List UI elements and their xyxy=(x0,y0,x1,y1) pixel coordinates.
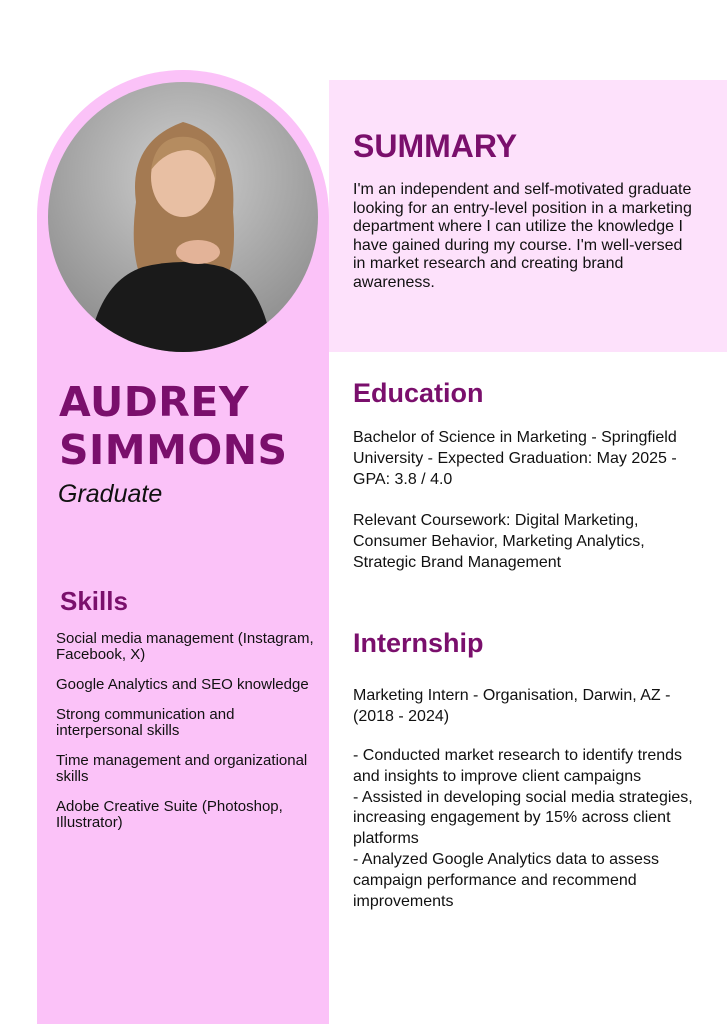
education-heading: Education xyxy=(353,378,484,408)
skill-item: Strong communication and interpersonal skills xyxy=(56,706,235,739)
internship-heading: Internship xyxy=(353,628,484,658)
profile-photo xyxy=(48,82,318,352)
skills-heading: Skills xyxy=(60,586,128,616)
candidate-name xyxy=(59,378,288,474)
last-name: SIMMONS xyxy=(59,426,288,474)
education-coursework: Relevant Coursework: Digital Marketing, Consumer Behavior, Marketing Analytics, Strategic Brand Management xyxy=(353,512,645,571)
skill-item: Social media management (Instagram, Facebook, X) xyxy=(56,630,314,663)
education-degree: Bachelor of Science in Marketing - Springfield University - Expected Graduation: May 2025 - GPA: 3.8 / 4.0 xyxy=(353,429,677,488)
skill-item: Adobe Creative Suite (Photoshop, Illustrator) xyxy=(56,798,283,831)
summary-heading: SUMMARY xyxy=(353,128,518,164)
skills-list xyxy=(56,631,321,845)
candidate-role: Graduate xyxy=(58,480,163,508)
skill-item: Google Analytics and SEO knowledge xyxy=(56,676,309,693)
first-name: AUDREY xyxy=(59,378,250,426)
internship-bullets xyxy=(353,746,703,912)
internship-bullet: - Conducted market research to identify trends and insights to improve client campaigns xyxy=(353,747,683,785)
skill-item: Time management and organizational skills xyxy=(56,752,308,785)
internship-bullet: - Assisted in developing social media strategies, increasing engagement by 15% across client platforms xyxy=(353,788,693,848)
summary-text: I'm an independent and self-motivated graduate looking for an entry-level position in a marketing department where I can utilize the knowledge I have gained during my course. I'm well-versed in market research and creating brand awareness. xyxy=(353,181,692,291)
internship-role: Marketing Intern - Organisation, Darwin, AZ - (2018 - 2024) xyxy=(353,687,671,725)
internship-bullet: - Analyzed Google Analytics data to assess campaign performance and recommend improvements xyxy=(353,850,659,910)
